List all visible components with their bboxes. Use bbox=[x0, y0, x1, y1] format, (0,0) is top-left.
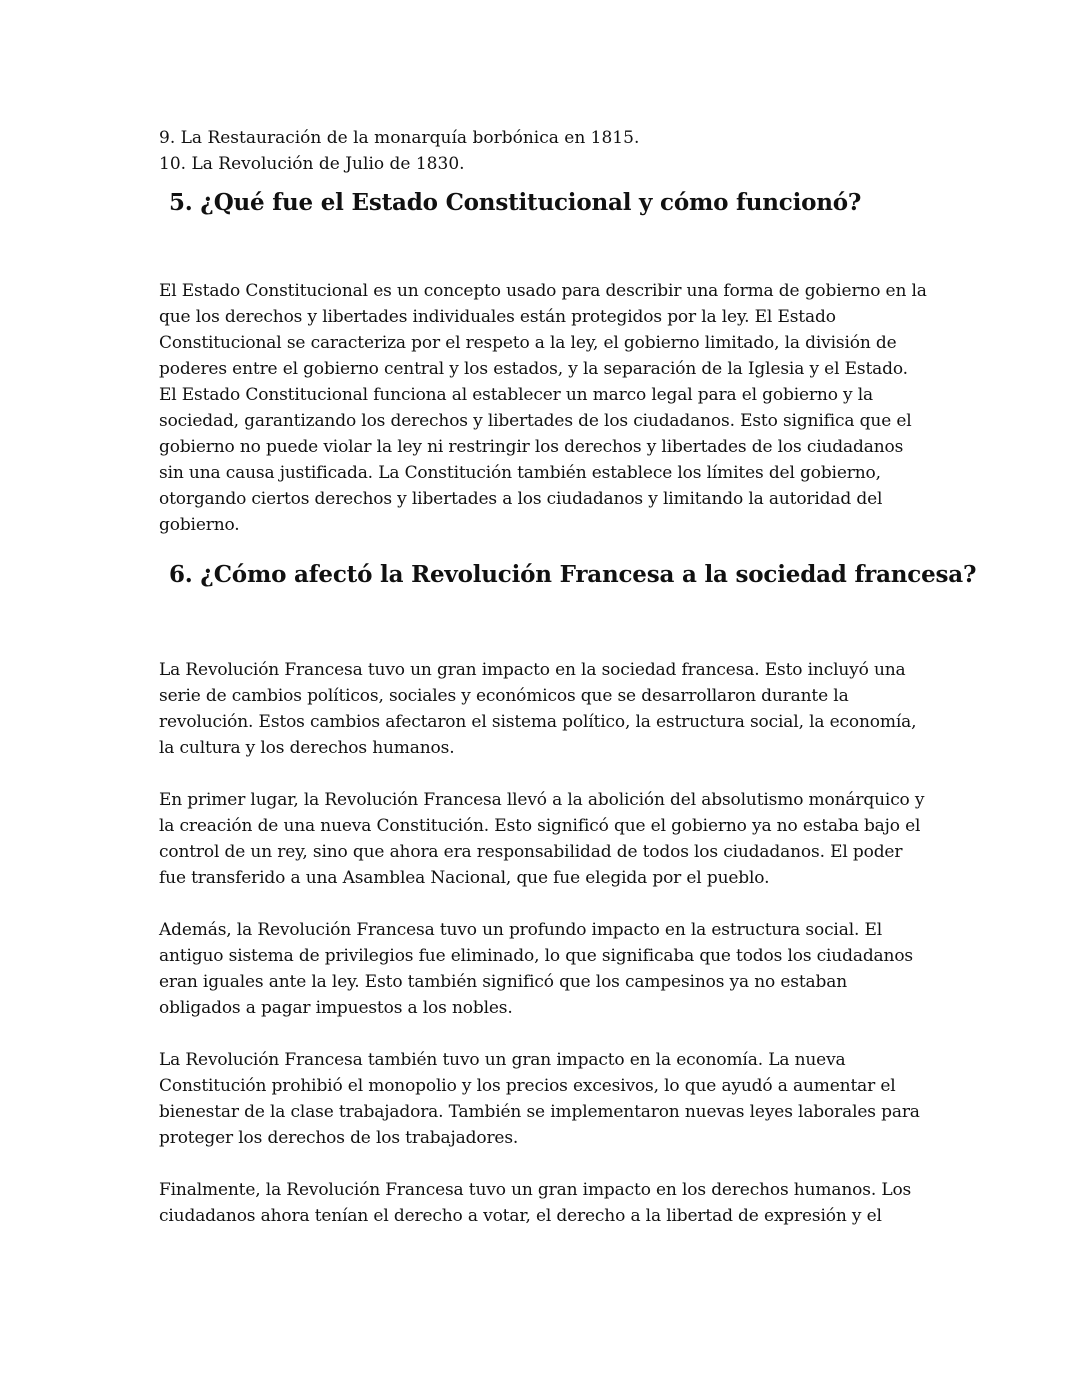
section-5-paragraph: El Estado Constitucional es un concepto usado para describir una forma de gobierno en la que los derechos y libertades individuales están protegidos por la ley. El Estado Constitucional se caracteriza por el respeto a la ley, el gobierno limitado, la división de poderes entre el gobierno central y los estados, y la separación de la Iglesia y el Estado. El Estado Constitucional funciona al establecer un marco legal para el gobierno y la sociedad, garantizando los derechos y libertades de los ciudadanos. Esto significa que el gobierno no puede violar la ley ni restringir los derechos y libertades de los ciudadanos sin una causa justificada. La Constitución también establece los límites del gobierno, otorgando ciertos derechos y libertades a los ciudadanos y limitando la autoridad del gobierno. bbox=[159, 281, 927, 535]
list-item: 9. La Restauración de la monarquía borbónica en 1815. bbox=[159, 128, 640, 148]
section-6-paragraph-3: Además, la Revolución Francesa tuvo un profundo impacto en la estructura social. El antiguo sistema de privilegios fue eliminado, lo que significaba que todos los ciudadanos eran iguales ante la ley. Esto también significó que los campesinos ya no estaban obligados a pagar impuestos a los nobles. bbox=[159, 920, 913, 1018]
section-5-heading: 5. ¿Qué fue el Estado Constitucional y cómo funcionó? bbox=[169, 189, 862, 216]
section-6-heading: 6. ¿Cómo afectó la Revolución Francesa a la sociedad francesa? bbox=[169, 561, 977, 588]
section-6-paragraph-2: En primer lugar, la Revolución Francesa llevó a la abolición del absolutismo monárquico y la creación de una nueva Constitución. Esto significó que el gobierno ya no estaba bajo el control de un rey, sino que ahora era responsabilidad de todos los ciudadanos. El poder fue transferido a una Asamblea Nacional, que fue elegida por el pueblo. bbox=[159, 790, 925, 888]
section-6-paragraph-4: La Revolución Francesa también tuvo un gran impacto en la economía. La nueva Constitución prohibió el monopolio y los precios excesivos, lo que ayudó a aumentar el bienestar de la clase trabajadora. También se implementaron nuevas leyes laborales para proteger los derechos de los trabajadores. bbox=[159, 1050, 920, 1148]
document-page bbox=[159, 125, 977, 1229]
section-6-paragraph-1: La Revolución Francesa tuvo un gran impacto en la sociedad francesa. Esto incluyó una serie de cambios políticos, sociales y económicos que se desarrollaron durante la revolución. Estos cambios afectaron el sistema político, la estructura social, la economía, la cultura y los derechos humanos. bbox=[159, 660, 917, 758]
list-item: 10. La Revolución de Julio de 1830. bbox=[159, 154, 465, 174]
section-6-paragraph-5: Finalmente, la Revolución Francesa tuvo un gran impacto en los derechos humanos. Los ciudadanos ahora tenían el derecho a votar, el derecho a la libertad de expresión y el bbox=[159, 1180, 912, 1226]
